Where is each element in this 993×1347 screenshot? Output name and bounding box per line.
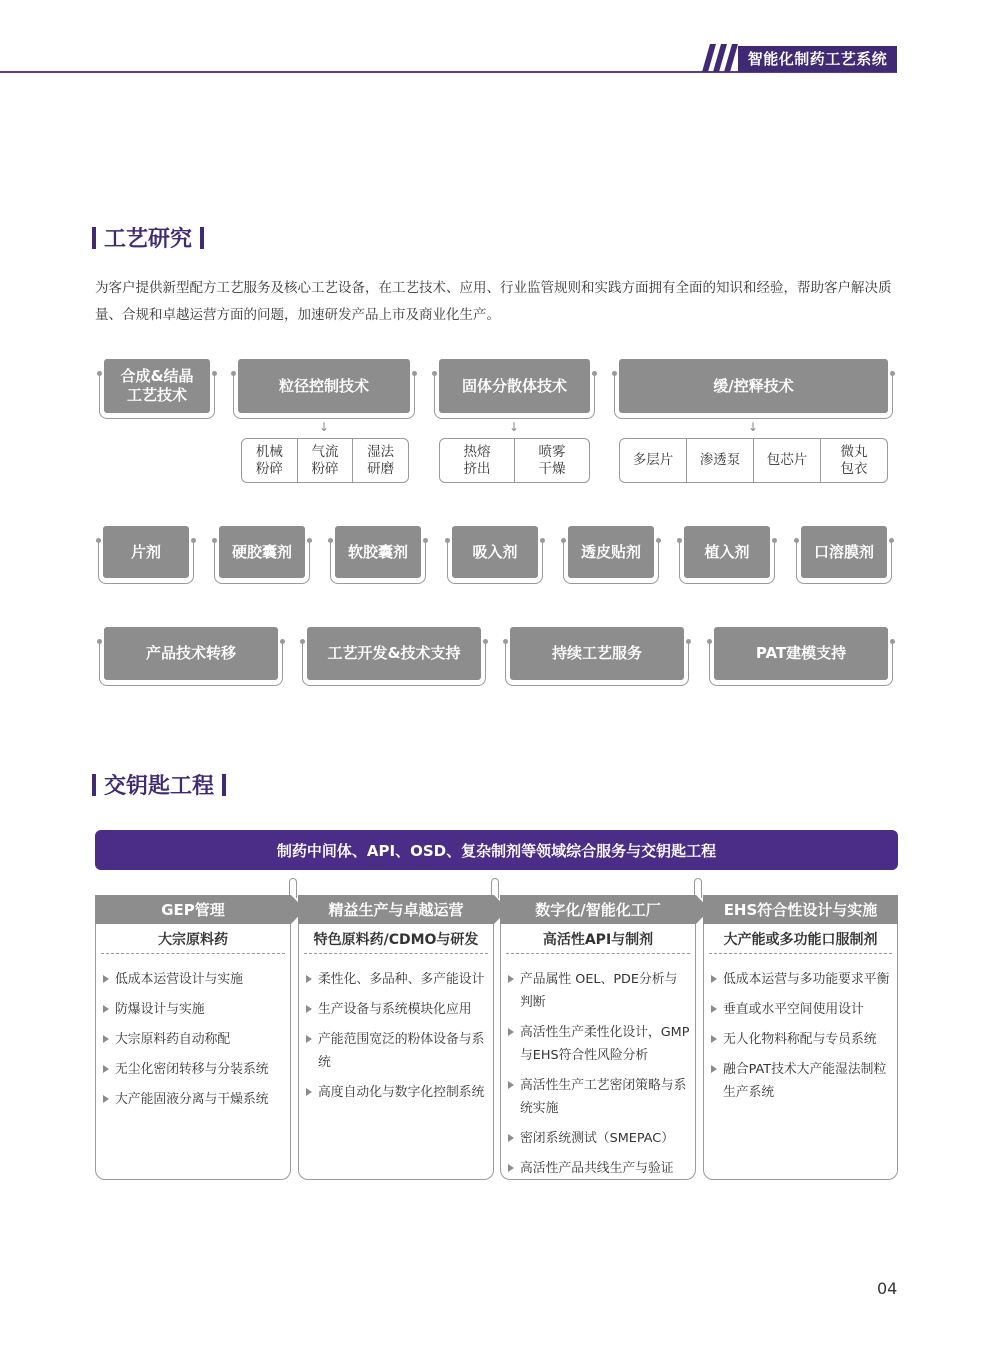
arrow-down-icon: ↓ [748,420,759,434]
dosage-card [103,526,189,578]
dosage-card [684,526,770,578]
service-card [714,627,888,680]
column-list [306,968,488,1111]
tech-subgrid-particle [241,438,409,483]
section-title-process-research [92,222,204,253]
tech-card [619,359,888,413]
turnkey-column [95,895,291,1180]
sub-cell: 渗透泵 [687,439,754,482]
service-card [510,627,684,680]
sub-cell: 包芯片 [754,439,821,482]
list-item: 产品属性 OEL、PDE分析与判断 [508,968,690,1014]
title-bar-right [222,774,226,796]
column-subtitle: 特色原料药/CDMO与研发 [304,924,488,954]
service-button[interactable]: 持续工艺服务 [510,627,684,680]
list-item: 生产设备与系统模块化应用 [306,998,488,1021]
section-title-text: 工艺研究 [104,227,193,252]
title-bar-left [92,227,96,249]
tech-card [238,359,410,413]
tech-card [104,359,210,413]
sub-cell: 机械 粉碎 [242,439,298,482]
list-item: 密闭系统测试（SMEPAC） [508,1127,690,1150]
list-item: 垂直或水平空间使用设计 [711,998,892,1021]
dosage-button[interactable]: 吸入剂 [452,526,538,578]
column-head: 数字化/智能化工厂 [500,895,696,924]
tech-button[interactable]: 缓/控释技术 [619,359,888,413]
tech-button[interactable]: 合成&结晶 工艺技术 [104,359,210,413]
dosage-card [335,526,421,578]
dosage-card [801,526,887,578]
tech-subgrid-release [619,438,888,483]
column-head: 精益生产与卓越运营 [298,895,494,924]
turnkey-column [298,895,494,1180]
list-item: 大宗原料药自动称配 [103,1028,285,1051]
service-card [104,627,278,680]
list-item: 高度自动化与数字化控制系统 [306,1081,488,1104]
title-bar-left [92,774,96,796]
column-list [711,968,892,1111]
dosage-button[interactable]: 硬胶囊剂 [219,526,305,578]
column-subtitle: 高活性API与制剂 [506,924,690,954]
list-item: 大产能固液分离与干燥系统 [103,1088,285,1111]
dosage-card [219,526,305,578]
section-intro: 为客户提供新型配方工艺服务及核心工艺设备，在工艺技术、应用、行业监管规则和实践方面拥有全面的知识和经验，帮助客户解决质量、合规和卓越运营方面的问题，加速研发产品上市及商业化生产。 [95,280,892,323]
dosage-button[interactable]: 口溶膜剂 [801,526,887,578]
tech-card [439,359,590,413]
list-item: 防爆设计与实施 [103,998,285,1021]
section-title-turnkey [92,769,226,800]
dosage-card [568,526,654,578]
list-item: 柔性化、多品种、多产能设计 [306,968,488,991]
column-head: EHS符合性设计与实施 [703,895,898,924]
list-item: 高活性产品共线生产与验证 [508,1157,690,1180]
dosage-button[interactable]: 植入剂 [684,526,770,578]
service-button[interactable]: 产品技术转移 [104,627,278,680]
header-stripes-icon [702,44,738,72]
column-subtitle: 大宗原料药 [101,924,285,954]
turnkey-column [703,895,898,1180]
sub-cell: 湿法 研磨 [367,443,395,477]
column-list [103,968,285,1118]
list-item: 无人化物料称配与专员系统 [711,1028,892,1051]
arrow-down-icon: ↓ [319,420,330,434]
header-title: 智能化制药工艺系统 [738,46,897,72]
title-bar-right [200,227,204,249]
tech-button[interactable]: 粒径控制技术 [238,359,410,413]
sub-cell: 微丸 包衣 [840,443,868,477]
column-head: GEP管理 [95,895,291,924]
page-number: 04 [877,1279,898,1298]
sub-cell: 热熔 挤出 [440,439,515,482]
sub-cell: 气流 粉碎 [298,439,354,482]
dosage-button[interactable]: 片剂 [103,526,189,578]
service-card [307,627,481,680]
list-item: 低成本运营与多功能要求平衡 [711,968,892,991]
turnkey-column [500,895,696,1180]
service-button[interactable]: PAT建模支持 [714,627,888,680]
sub-cell: 多层片 [620,439,687,482]
tech-subgrid-dispersion [439,438,590,483]
dosage-button[interactable]: 透皮贴剂 [568,526,654,578]
list-item: 高活性生产柔性化设计，GMP与EHS符合性风险分析 [508,1021,690,1067]
section-title-text: 交钥匙工程 [104,774,215,799]
dosage-card [452,526,538,578]
list-item: 融合PAT技术大产能湿法制粒生产系统 [711,1058,892,1104]
service-button[interactable]: 工艺开发&技术支持 [307,627,481,680]
tech-button[interactable]: 固体分散体技术 [439,359,590,413]
list-item: 无尘化密闭转移与分装系统 [103,1058,285,1081]
column-subtitle: 大产能或多功能口服制剂 [709,924,892,954]
dosage-button[interactable]: 软胶囊剂 [335,526,421,578]
list-item: 低成本运营设计与实施 [103,968,285,991]
arrow-down-icon: ↓ [509,420,520,434]
list-item: 产能范围宽泛的粉体设备与系统 [306,1028,488,1074]
sub-cell: 喷雾 干燥 [538,443,566,477]
turnkey-banner: 制药中间体、API、OSD、复杂制剂等领域综合服务与交钥匙工程 [95,830,898,870]
list-item: 高活性生产工艺密闭策略与系统实施 [508,1074,690,1120]
column-list [508,968,690,1187]
